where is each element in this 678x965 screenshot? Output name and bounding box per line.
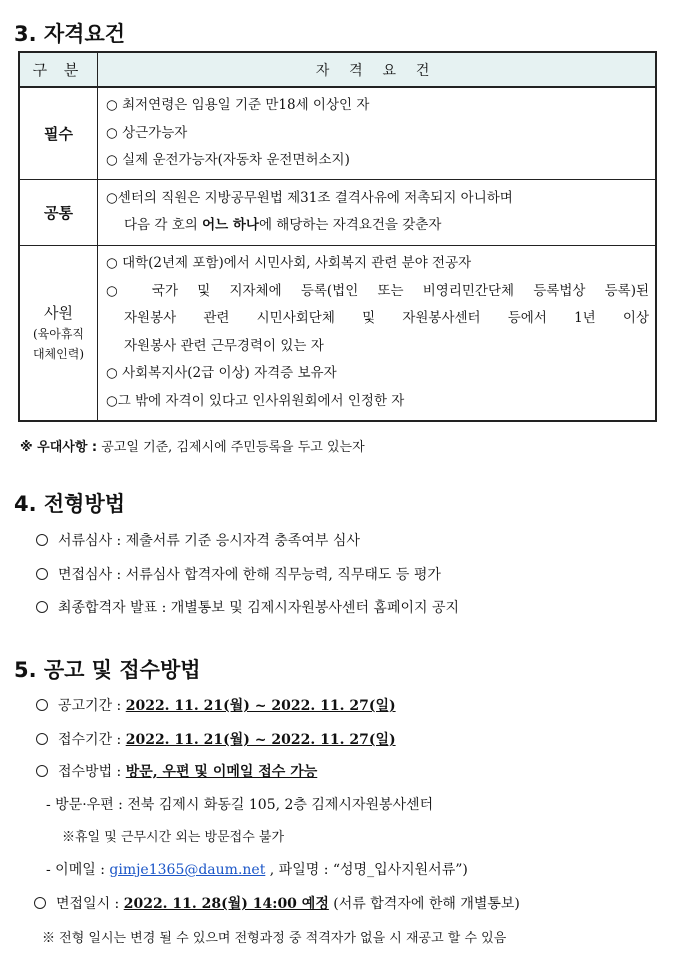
list-item: ○센터의 직원은 지방공무원법 제31조 결격사유에 저촉되지 아니하며 bbox=[106, 189, 513, 206]
list-item bbox=[106, 212, 649, 240]
list-item bbox=[34, 893, 520, 913]
list-item: ○ 사회복지사(2급 이상) 자격증 보유자 bbox=[106, 365, 337, 382]
text-span: 다음 각 호의 bbox=[124, 217, 203, 233]
email-link[interactable]: gimje1365@daum.net bbox=[109, 862, 266, 878]
table-header-row bbox=[19, 52, 656, 87]
list-item: ○ 국가 및 지자체에 등록(법인 또는 비영리민간단체 등록법상 등록)된 bbox=[106, 282, 649, 299]
staff-label: 사원 bbox=[44, 303, 73, 322]
list-item bbox=[36, 530, 360, 550]
visit-note: ※휴일 및 근무시간 외는 방문접수 불가 bbox=[62, 830, 285, 845]
circle-bullet-icon bbox=[36, 534, 48, 546]
row-label-common: 공통 bbox=[19, 179, 98, 245]
interview-label: 면접일시 : bbox=[56, 896, 124, 912]
list-item bbox=[36, 729, 396, 749]
receipt-value: 2022. 11. 21(월) ~ 2022. 11. 27(일) bbox=[125, 732, 396, 748]
circle-bullet-icon bbox=[36, 765, 48, 777]
table-row bbox=[19, 87, 656, 179]
interview-rest: (서류 합격자에 한해 개별통보) bbox=[328, 896, 520, 912]
method-label: 접수방법 : bbox=[58, 764, 126, 780]
list-item bbox=[36, 761, 317, 781]
list-item: ○ 최저연령은 임용일 기준 만18세 이상인 자 bbox=[106, 97, 370, 113]
circle-bullet-icon bbox=[36, 601, 48, 613]
list-item: ○그 밖에 자격이 있다고 인사위원회에서 인정한 자 bbox=[106, 392, 405, 409]
emphasis-text: 어느 하나 bbox=[202, 217, 259, 233]
visit-address-line: - 방문·우편 : 전북 김제시 화동길 105, 2층 김제시자원봉사센터 bbox=[46, 797, 434, 813]
header-category: 구 분 bbox=[19, 52, 98, 87]
list-item: ○ 상근가능자 bbox=[106, 124, 188, 141]
final-announce-text: 최종합격자 발표 : 개별통보 및 김제시자원봉사센터 홈페이지 공지 bbox=[58, 600, 460, 616]
period-value: 2022. 11. 21(월) ~ 2022. 11. 27(일) bbox=[125, 698, 396, 714]
row-label-staff bbox=[19, 245, 98, 421]
preference-label: ※ 우대사항 : bbox=[20, 440, 98, 455]
table-row bbox=[19, 179, 656, 245]
list-item: 자원봉사 관련 근무경력이 있는 자 bbox=[124, 337, 324, 354]
list-item bbox=[36, 564, 441, 584]
email-label: - 이메일 : bbox=[46, 862, 110, 878]
table-row bbox=[19, 245, 656, 421]
list-item: 자원봉사 관련 시민사회단체 및 자원봉사센터 등에서 1년 이상 bbox=[124, 310, 649, 327]
header-requirements: 자 격 요 건 bbox=[98, 52, 657, 87]
receipt-label: 접수기간 : bbox=[58, 732, 126, 748]
list-item bbox=[36, 695, 396, 715]
circle-bullet-icon bbox=[36, 733, 48, 745]
staff-sub1: (육아휴직 bbox=[32, 326, 85, 341]
email-line bbox=[46, 859, 468, 879]
method-value: 방문, 우편 및 이메일 접수 가능 bbox=[125, 764, 318, 780]
row-content-common bbox=[98, 179, 657, 245]
row-label-required: 필수 bbox=[19, 87, 98, 179]
screening-interview-text: 면접심사 : 서류심사 합격자에 한해 직무능력, 직무태도 등 평가 bbox=[58, 567, 441, 583]
circle-bullet-icon bbox=[36, 699, 48, 711]
circle-bullet-icon bbox=[36, 568, 48, 580]
requirements-table bbox=[18, 51, 657, 422]
text-span: 에 해당하는 자격요건을 갖춘자 bbox=[258, 217, 442, 233]
section-3-title: 3. 자격요건 bbox=[14, 22, 126, 46]
row-content-staff bbox=[98, 245, 657, 421]
circle-bullet-icon bbox=[34, 897, 46, 909]
list-item bbox=[36, 597, 459, 617]
screening-docs-text: 서류심사 : 제출서류 기준 응시자격 충족여부 심사 bbox=[58, 533, 360, 549]
list-item: ○ 대학(2년제 포함)에서 시민사회, 사회복지 관련 분야 전공자 bbox=[106, 255, 472, 272]
preference-text: 공고일 기준, 김제시에 주민등록을 두고 있는자 bbox=[97, 440, 365, 455]
staff-sub2: 대체인력) bbox=[32, 346, 85, 361]
final-note: ※ 전형 일시는 변경 될 수 있으며 전형과정 중 적격자가 없을 시 재공고 할 수 있음 bbox=[42, 931, 507, 946]
row-content-required bbox=[98, 87, 657, 179]
email-rest: , 파일명 : “성명_입사지원서류”) bbox=[265, 862, 468, 878]
section-4-title: 4. 전형방법 bbox=[14, 492, 126, 516]
preference-note bbox=[20, 436, 365, 455]
interview-value: 2022. 11. 28(월) 14:00 예정 bbox=[123, 896, 329, 912]
list-item: ○ 실제 운전가능자(자동차 운전면허소지) bbox=[106, 152, 350, 168]
section-5-title: 5. 공고 및 접수방법 bbox=[14, 658, 201, 682]
period-label: 공고기간 : bbox=[58, 698, 126, 714]
